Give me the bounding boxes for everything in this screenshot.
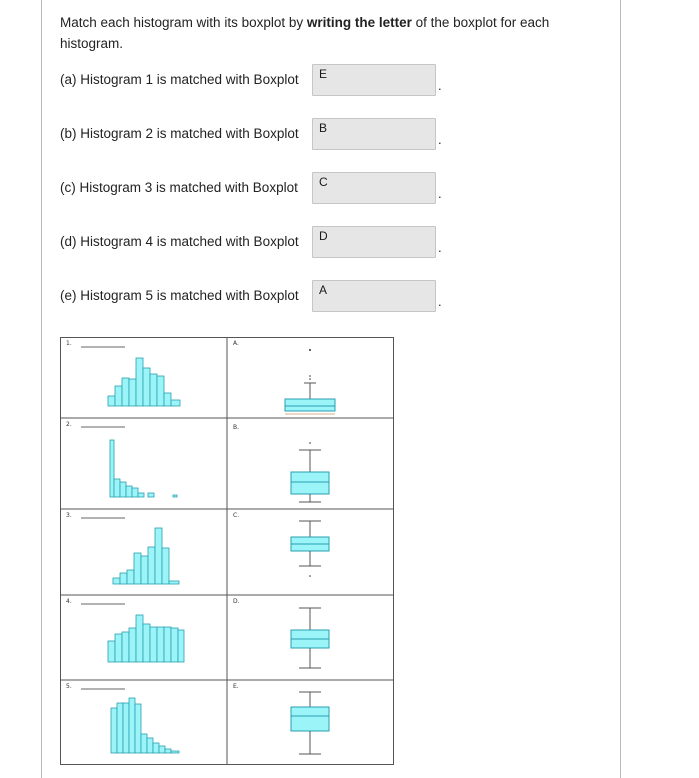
histogram-2 [110, 440, 177, 497]
boxplot-letter: B. [233, 424, 240, 431]
histogram-bar [114, 479, 120, 497]
histogram-bar [164, 627, 171, 662]
histogram-5 [111, 698, 179, 753]
outlier-point [309, 349, 311, 351]
histogram-bar [136, 358, 143, 406]
outlier-point [309, 575, 311, 577]
instruction-text [60, 12, 600, 54]
boxplot-e [291, 692, 329, 754]
period: . [438, 132, 442, 147]
histogram-bar [113, 578, 120, 584]
question-label: (e) Histogram 5 is matched with Boxplot [60, 288, 299, 303]
outlier-point [309, 375, 311, 377]
histogram-bar [122, 632, 129, 662]
histogram-bar [178, 630, 184, 662]
histogram-number: 4. [66, 598, 72, 605]
histogram-bar [148, 547, 155, 584]
histogram-bar [171, 751, 179, 753]
instruction-part: Match each histogram with its boxplot by [60, 15, 307, 30]
histogram-bar [157, 376, 164, 406]
histogram-bar [129, 698, 135, 753]
histogram-number: 2. [66, 421, 72, 428]
boxplot-b [291, 442, 329, 502]
histogram-bar [132, 488, 138, 497]
histogram-bar [134, 553, 141, 584]
instruction-emphasis: writing the letter [306, 15, 412, 30]
answer-value: B [319, 121, 328, 135]
question-row-c [60, 172, 480, 206]
question-panel [41, 0, 621, 778]
histogram-bar [115, 386, 122, 406]
period: . [438, 294, 442, 309]
box [285, 399, 335, 411]
answer-value: D [319, 229, 328, 243]
histogram-3 [113, 528, 179, 584]
histogram-bar [129, 628, 136, 662]
histogram-bar [164, 393, 171, 406]
histogram-number: 5. [66, 683, 72, 690]
answer-field-b[interactable] [312, 118, 436, 150]
histogram-bar [117, 703, 123, 753]
histogram-bar [138, 493, 144, 497]
box [291, 472, 329, 494]
histogram-4 [108, 615, 184, 662]
histogram-bar [127, 570, 134, 584]
histogram-bar [159, 746, 165, 753]
boxplot-a [285, 349, 335, 414]
boxplot-letter: A. [233, 340, 239, 347]
histogram-bar [171, 628, 178, 662]
question-row-e [60, 280, 480, 314]
question-row-d [60, 226, 480, 260]
histogram-bar [162, 548, 169, 584]
answer-value: A [319, 283, 328, 297]
histogram-bar [115, 634, 122, 662]
histogram-bar [148, 493, 154, 497]
period: . [438, 240, 442, 255]
histogram-number: 1. [66, 340, 72, 347]
histogram-bar [147, 738, 153, 753]
outlier-point [309, 442, 311, 444]
question-label: (c) Histogram 3 is matched with Boxplot [60, 180, 298, 195]
answer-field-a[interactable] [312, 64, 436, 96]
histogram-bar [153, 743, 159, 753]
period: . [438, 186, 442, 201]
boxplot-d [291, 608, 329, 668]
period: . [438, 78, 442, 93]
histogram-bar [141, 734, 147, 753]
histogram-bar [173, 495, 177, 497]
histogram-bar [165, 749, 171, 753]
histogram-bar [120, 573, 127, 584]
histogram-bar [108, 641, 115, 662]
outlier-point [309, 378, 311, 380]
histogram-number: 3. [66, 512, 72, 519]
boxplot-c [291, 521, 329, 577]
question-label: (a) Histogram 1 is matched with Boxplot [60, 72, 299, 87]
histogram-bar [150, 374, 157, 406]
box [291, 707, 329, 731]
histogram-bar [123, 703, 129, 753]
histogram-bar [126, 486, 132, 497]
histogram-bar [169, 581, 179, 584]
histogram-bar [155, 528, 162, 584]
answer-field-d[interactable] [312, 226, 436, 258]
answer-field-c[interactable] [312, 172, 436, 204]
histogram-bar [150, 627, 157, 662]
histogram-bar [110, 440, 114, 497]
histogram-bar [143, 368, 150, 406]
histogram-bar [122, 378, 129, 406]
boxplot-letter: E. [233, 683, 239, 690]
histogram-boxplot-figure [60, 337, 394, 765]
histogram-bar [135, 704, 141, 753]
histogram-bar [111, 708, 117, 753]
histogram-bar [136, 615, 143, 662]
answer-value: E [319, 67, 328, 81]
histogram-bar [129, 379, 136, 406]
question-row-a [60, 64, 480, 98]
histogram-bar [141, 556, 148, 584]
question-label: (d) Histogram 4 is matched with Boxplot [60, 234, 299, 249]
instruction-part: of the boxplot for each histogram. [60, 15, 550, 51]
histogram-bar [157, 627, 164, 662]
boxplot-letter: D. [233, 598, 240, 605]
histogram-bar [171, 400, 180, 406]
answer-value: C [319, 175, 328, 189]
histogram-1 [108, 358, 180, 406]
answer-field-e[interactable] [312, 280, 436, 312]
figure-canvas [61, 338, 393, 764]
boxplot-letter: C. [233, 512, 240, 519]
question-row-b [60, 118, 480, 152]
question-label: (b) Histogram 2 is matched with Boxplot [60, 126, 299, 141]
histogram-bar [143, 624, 150, 662]
histogram-bar [120, 482, 126, 497]
histogram-bar [108, 396, 115, 406]
